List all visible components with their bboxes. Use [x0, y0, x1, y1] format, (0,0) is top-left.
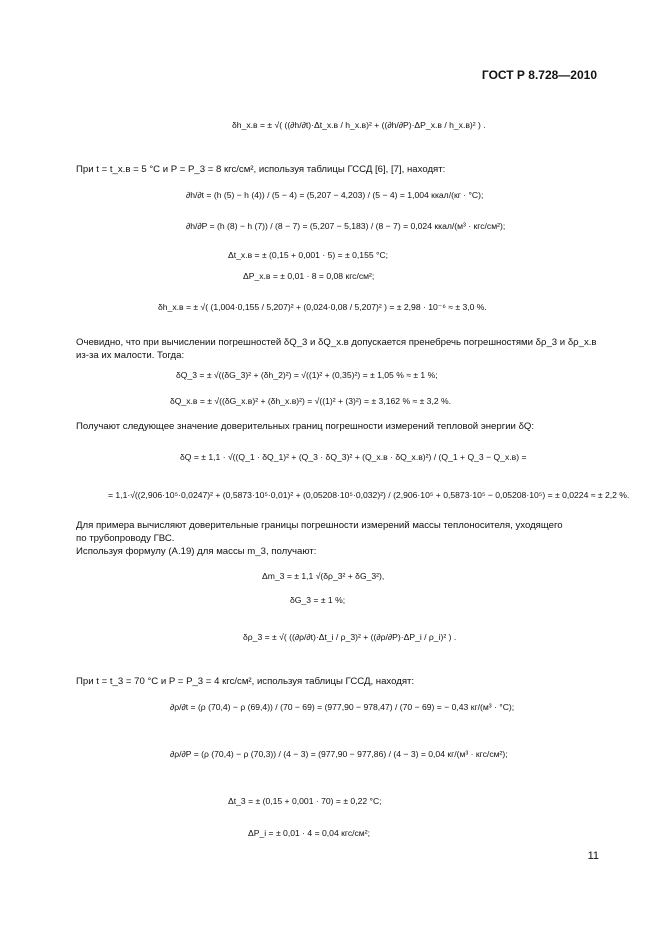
formula-delta-h-result: δh_x.в = ± √( (1,004·0,155 / 5,207)² + (0,024·0,08 / 5,207)² ) = ± 2,98 · 10⁻⁶ ≈ ± 3,0 %. [158, 302, 487, 312]
formula-delta-h-cold-water: δh_x.в = ± √( ((∂h/∂t)·Δt_x.в / h_x.в)² + ((∂h/∂P)·ΔP_x.в / h_x.в)² ) . [232, 120, 486, 130]
text-mass-example: Для примера вычисляют доверительные границы погрешности измерений массы теплоносителя, уходящего [76, 520, 563, 531]
text-neglect-errors-cont: из-за их малости. Тогда: [76, 350, 185, 361]
formula-delta-q-numeric: = 1,1·√((2,906·10⁵·0,0247)² + (0,5873·10⁵·0,01)² + (0,05208·10⁵·0,032)²) / (2,906·10⁵ + 0,5873·10⁵ − 0,05208·10⁵) = ± 0,0224 ≈ ± 2,2 %. [108, 490, 630, 500]
formula-delta-q-cold-water: δQ_x.в = ± √((δG_x.в)² + (δh_x.в)²) = √((1)² + (3)²) = ± 3,162 % ≈ ± 3,2 %. [170, 396, 452, 406]
text-neglect-errors: Очевидно, что при вычислении погрешностей δQ_3 и δQ_x.в допускается пренебречь погрешностями δρ_3 и δρ_x.в [76, 337, 597, 348]
formula-delta-m3: Δm_3 = ± 1,1 √(δρ_3² + δG_3²), [262, 571, 385, 581]
formula-dh-dp: ∂h/∂P = (h (8) − h (7)) / (8 − 7) = (5,207 − 5,183) / (8 − 7) = 0,024 ккал/(м³ · кгс/см²); [186, 221, 506, 231]
formula-drho-dt: ∂ρ/∂t = (ρ (70,4) − ρ (69,4)) / (70 − 69) = (977,90 − 978,47) / (70 − 69) = − 0,43 кг/(м³ · °С); [170, 702, 515, 712]
formula-delta-rho3: δρ_3 = ± √( ((∂ρ/∂t)·Δt_i / ρ_3)² + ((∂ρ/∂P)·ΔP_i / ρ_i)² ) . [243, 632, 457, 642]
text-mass-example-cont: по трубопроводу ГВС. [76, 533, 175, 544]
formula-delta-pi: ΔP_i = ± 0,01 · 4 = 0,04 кгс/см²; [248, 828, 370, 838]
text-confidence-bounds-energy: Получают следующее значение доверительных границ погрешности измерений тепловой энергии δQ: [76, 421, 535, 432]
text-conditions-hot-water: При t = t_3 = 70 °С и P = P_3 = 4 кгс/см², используя таблицы ГССД, находят: [76, 676, 415, 687]
document-header: ГОСТ Р 8.728—2010 [481, 68, 597, 82]
formula-delta-t-cold-water: Δt_x.в = ± (0,15 + 0,001 · 5) = ± 0,155 °С; [228, 250, 389, 260]
page-number: 11 [587, 850, 599, 862]
formula-delta-g3: δG_3 = ± 1 %; [290, 595, 346, 605]
formula-delta-p-cold-water: ΔP_x.в = ± 0,01 · 8 = 0,08 кгс/см²; [243, 271, 375, 281]
formula-delta-q3: δQ_3 = ± √((δG_3)² + (δh_2)²) = √((1)² + (0,35)²) = ± 1,05 % ≈ ± 1 %; [176, 370, 438, 380]
text-conditions-cold-water: При t = t_x.в = 5 °С и P = P_3 = 8 кгс/см², используя таблицы ГССД [6], [7], находят: [76, 164, 446, 175]
formula-dh-dt: ∂h/∂t = (h (5) − h (4)) / (5 − 4) = (5,207 − 4,203) / (5 − 4) = 1,004 ккал/(кг · °С); [186, 190, 484, 200]
formula-delta-q-general: δQ = ± 1,1 · √((Q_1 · δQ_1)² + (Q_3 · δQ_3)² + (Q_x.в · δQ_x.в)²) / (Q_1 + Q_3 − Q_x.в) = [180, 452, 527, 462]
formula-delta-t3: Δt_3 = ± (0,15 + 0,001 · 70) = ± 0,22 °С; [228, 796, 382, 806]
formula-drho-dp: ∂ρ/∂P = (ρ (70,4) − ρ (70,3)) / (4 − 3) = (977,90 − 977,86) / (4 − 3) = 0,04 кг/(м³ · кгс/см²); [170, 749, 508, 759]
text-using-formula: Используя формулу (А.19) для массы m_3, получают: [76, 546, 317, 557]
